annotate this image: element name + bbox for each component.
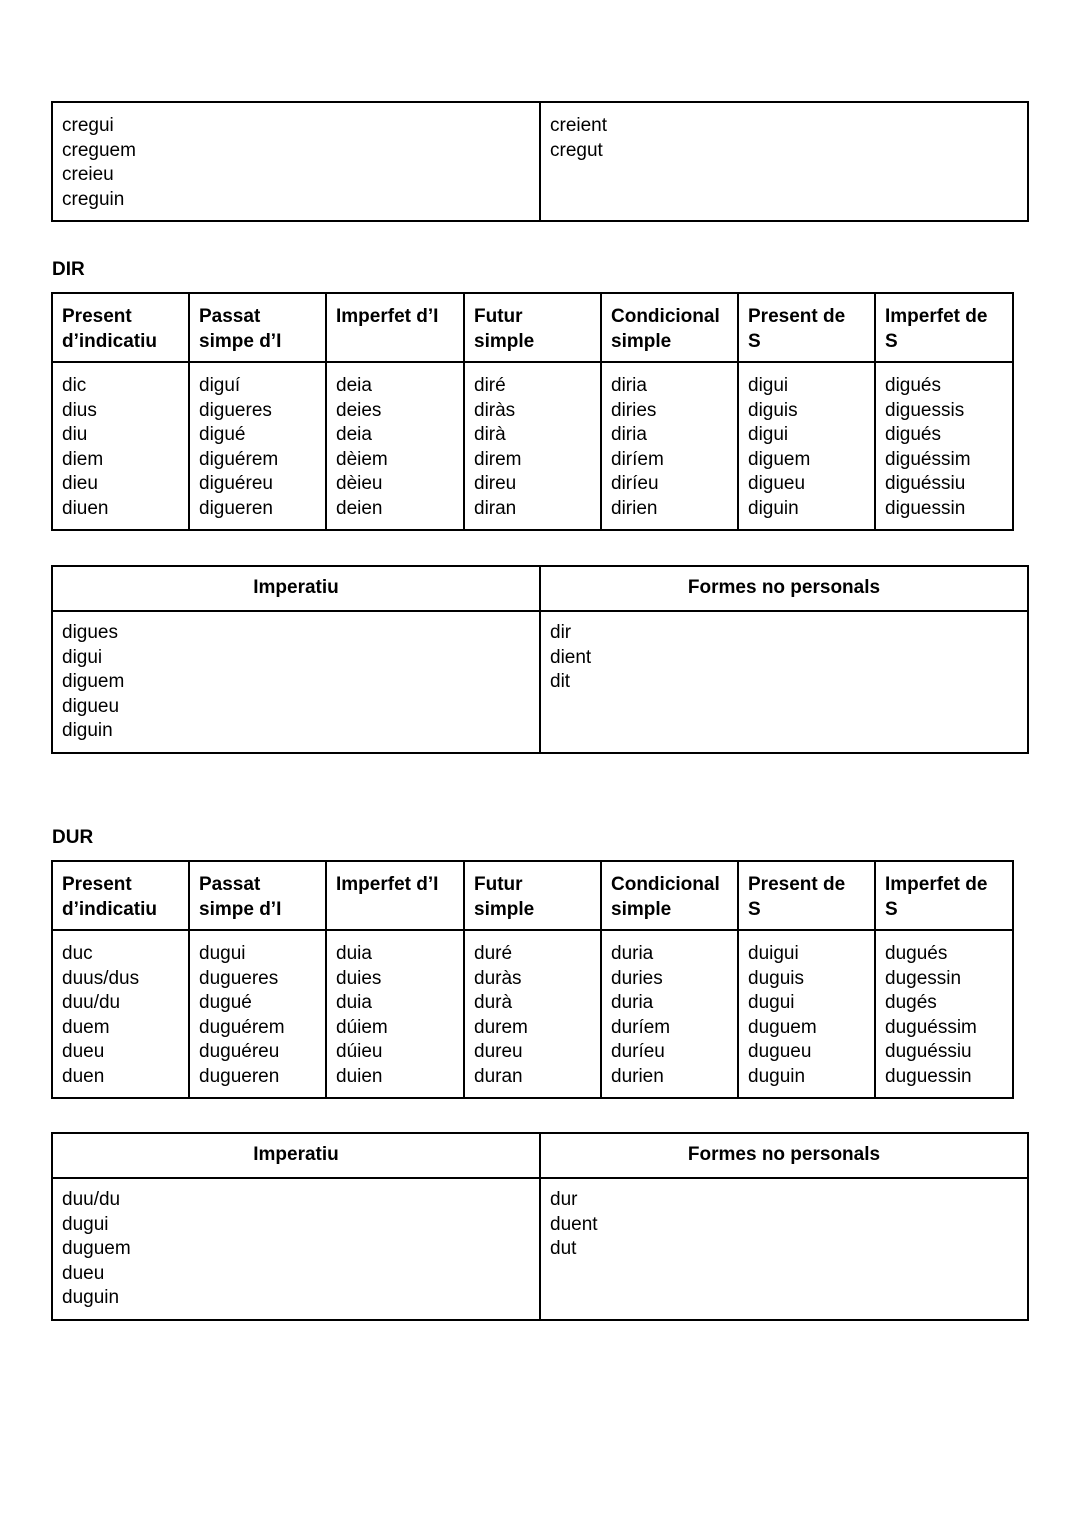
table-row	[52, 1178, 1028, 1320]
form-item: deia	[336, 375, 372, 396]
form-item: diem	[62, 448, 104, 470]
form-item: diran	[474, 497, 517, 519]
conjugation-cell	[875, 930, 1013, 1098]
form-item: digues	[62, 622, 118, 643]
form-item: duran	[474, 1065, 523, 1087]
form-item: diguem	[748, 448, 811, 470]
form-item: duguessin	[885, 1065, 972, 1087]
form-item: creguem	[62, 139, 136, 161]
form-item: dient	[550, 646, 592, 668]
formes-no-personals-cell	[540, 611, 1028, 753]
form-item: digués	[885, 375, 941, 396]
form-item: diguéssim	[885, 448, 971, 470]
dir-imperatiu-table	[51, 565, 1029, 754]
form-item: digués	[885, 424, 941, 445]
formes-no-personals-heading: Formes no personals	[540, 566, 1028, 611]
form-item: diríeu	[611, 473, 659, 494]
form-item: dueu	[62, 1262, 105, 1284]
form-item: diguessis	[885, 399, 965, 421]
form-item: dugés	[885, 992, 937, 1013]
dur-conjugation-table	[51, 860, 1014, 1099]
form-item: diu	[62, 424, 88, 445]
form-item: dut	[550, 1238, 577, 1259]
form-item: diguem	[62, 671, 125, 692]
form-item: diria	[611, 375, 647, 396]
form-item: digui	[62, 646, 103, 668]
header-row	[52, 861, 1013, 930]
form-list	[53, 103, 539, 220]
form-item: duem	[62, 1016, 110, 1038]
form-item: duria	[611, 992, 654, 1013]
conjugation-cell	[326, 362, 464, 530]
header-condicional-simple: Condicional simple	[601, 293, 738, 362]
imperatiu-heading: Imperatiu	[52, 1133, 540, 1178]
form-item: dirien	[611, 497, 658, 519]
form-item: diria	[611, 424, 647, 445]
form-item: dur	[550, 1189, 578, 1210]
form-item: duguéssiu	[885, 1041, 972, 1062]
formes-no-personals-heading: Formes no personals	[540, 1133, 1028, 1178]
header-imperfet-indicatiu: Imperfet d’I	[326, 861, 464, 930]
form-item: durien	[611, 1065, 664, 1087]
form-item: duu/du	[62, 1189, 121, 1210]
form-item: cregut	[550, 139, 603, 161]
form-item: dieu	[62, 473, 98, 494]
form-item: duries	[611, 967, 663, 989]
form-item: digué	[199, 424, 246, 445]
form-item: digui	[748, 424, 789, 445]
form-item: duguin	[748, 1065, 806, 1087]
form-item: direu	[474, 473, 517, 494]
header-imperfet-subjuntiu: Imperfet de S	[875, 293, 1013, 362]
form-item: digui	[748, 375, 789, 396]
dir-conjugation-table	[51, 292, 1014, 531]
form-item: dèiem	[336, 448, 388, 470]
form-item: diràs	[474, 399, 516, 421]
header-imperfet-indicatiu: Imperfet d’I	[326, 293, 464, 362]
form-item: duus/dus	[62, 967, 140, 989]
header-row	[52, 293, 1013, 362]
form-item: duguin	[62, 1287, 120, 1308]
form-item: dugui	[62, 1213, 109, 1235]
form-item: dueu	[62, 1041, 105, 1062]
conjugation-cell	[875, 362, 1013, 530]
form-item: dugués	[885, 943, 948, 964]
header-imperfet-subjuntiu: Imperfet de S	[875, 861, 1013, 930]
form-item: dic	[62, 375, 87, 396]
conjugation-cell	[601, 930, 738, 1098]
conjugation-cell	[464, 930, 601, 1098]
header-passat-simple: Passat simpe d’I	[189, 861, 326, 930]
form-item: deia	[336, 424, 372, 445]
form-item: duguérem	[199, 1016, 285, 1038]
form-item: diries	[611, 399, 657, 421]
form-item: duu/du	[62, 992, 121, 1013]
dur-imperatiu-table	[51, 1132, 1029, 1321]
header-present-subjuntiu: Present de S	[738, 293, 875, 362]
conjugation-cell	[738, 362, 875, 530]
form-item: duguem	[748, 1016, 817, 1038]
form-item: dit	[550, 671, 571, 692]
form-item: diguéssiu	[885, 473, 966, 494]
form-item: dureu	[474, 1041, 523, 1062]
form-item: dugui	[748, 992, 795, 1013]
form-item: duent	[550, 1213, 598, 1235]
form-item: duguéreu	[199, 1041, 280, 1062]
form-item: diuen	[62, 497, 109, 519]
conjugation-cell	[52, 362, 189, 530]
form-item: creguin	[62, 188, 125, 210]
form-item: duràs	[474, 967, 522, 989]
top-forms-table	[51, 101, 1029, 222]
form-item: dir	[550, 622, 572, 643]
form-item: dugueres	[199, 967, 279, 989]
header-futur-simple: Futur simple	[464, 861, 601, 930]
imperatiu-cell	[52, 102, 540, 221]
form-item: diguérem	[199, 448, 279, 470]
form-item: duré	[474, 943, 513, 964]
form-item: cregui	[62, 115, 114, 136]
conjugation-cell	[601, 362, 738, 530]
header-present-indicatiu: Present d’indicatiu	[52, 293, 189, 362]
verb-title-dur: DUR	[52, 827, 94, 848]
form-item: duguéssim	[885, 1016, 977, 1038]
form-item: duia	[336, 943, 372, 964]
form-item: diguí	[199, 375, 241, 396]
form-item: dúiem	[336, 1016, 388, 1038]
form-item: dius	[62, 399, 97, 421]
header-row	[52, 566, 1028, 611]
form-item: duguis	[748, 967, 804, 989]
form-item: deien	[336, 497, 383, 519]
header-present-indicatiu: Present d’indicatiu	[52, 861, 189, 930]
formes-no-personals-cell	[540, 102, 1028, 221]
form-item: duríeu	[611, 1041, 665, 1062]
conjugation-cell	[52, 930, 189, 1098]
form-item: diguin	[748, 497, 799, 519]
form-item: creient	[550, 115, 608, 136]
form-item: duigui	[748, 943, 799, 964]
header-futur-simple: Futur simple	[464, 293, 601, 362]
formes-no-personals-cell	[540, 1178, 1028, 1320]
form-item: diguis	[748, 399, 798, 421]
table-row	[52, 102, 1028, 221]
form-item: diguéreu	[199, 473, 273, 494]
form-item: dirà	[474, 424, 506, 445]
form-item: durà	[474, 992, 513, 1013]
form-item: dugué	[199, 992, 252, 1013]
form-item: duia	[336, 992, 372, 1013]
imperatiu-cell	[52, 611, 540, 753]
conjugation-cell	[189, 362, 326, 530]
conjugation-cell	[738, 930, 875, 1098]
table-row	[52, 362, 1013, 530]
header-row	[52, 1133, 1028, 1178]
form-item: duria	[611, 943, 654, 964]
header-present-subjuntiu: Present de S	[738, 861, 875, 930]
form-item: duríem	[611, 1016, 671, 1038]
form-item: dugueu	[748, 1041, 812, 1062]
form-list	[541, 103, 1027, 171]
conjugation-cell	[189, 930, 326, 1098]
imperatiu-heading: Imperatiu	[52, 566, 540, 611]
form-item: dugueren	[199, 1065, 280, 1087]
verb-title-dir: DIR	[52, 259, 85, 280]
form-item: diré	[474, 375, 506, 396]
form-item: digueren	[199, 497, 273, 519]
form-item: durem	[474, 1016, 528, 1038]
header-passat-simple: Passat simpe d’I	[189, 293, 326, 362]
form-item: diguin	[62, 720, 113, 741]
form-item: digueu	[748, 473, 806, 494]
imperatiu-cell	[52, 1178, 540, 1320]
conjugation-cell	[326, 930, 464, 1098]
form-item: deies	[336, 399, 382, 421]
form-item: digueres	[199, 399, 272, 421]
form-item: dugessin	[885, 967, 962, 989]
form-item: duien	[336, 1065, 383, 1087]
form-item: creieu	[62, 164, 114, 185]
form-item: dugui	[199, 943, 246, 964]
form-item: duguem	[62, 1238, 131, 1259]
form-item: diguessin	[885, 497, 966, 519]
form-item: dúieu	[336, 1041, 383, 1062]
form-item: duen	[62, 1065, 105, 1087]
table-row	[52, 611, 1028, 753]
conjugation-cell	[464, 362, 601, 530]
form-item: diríem	[611, 448, 664, 470]
table-row	[52, 930, 1013, 1098]
form-item: duies	[336, 967, 382, 989]
form-item: duc	[62, 943, 93, 964]
header-condicional-simple: Condicional simple	[601, 861, 738, 930]
form-item: digueu	[62, 695, 120, 717]
form-item: direm	[474, 448, 522, 470]
form-item: dèieu	[336, 473, 383, 494]
